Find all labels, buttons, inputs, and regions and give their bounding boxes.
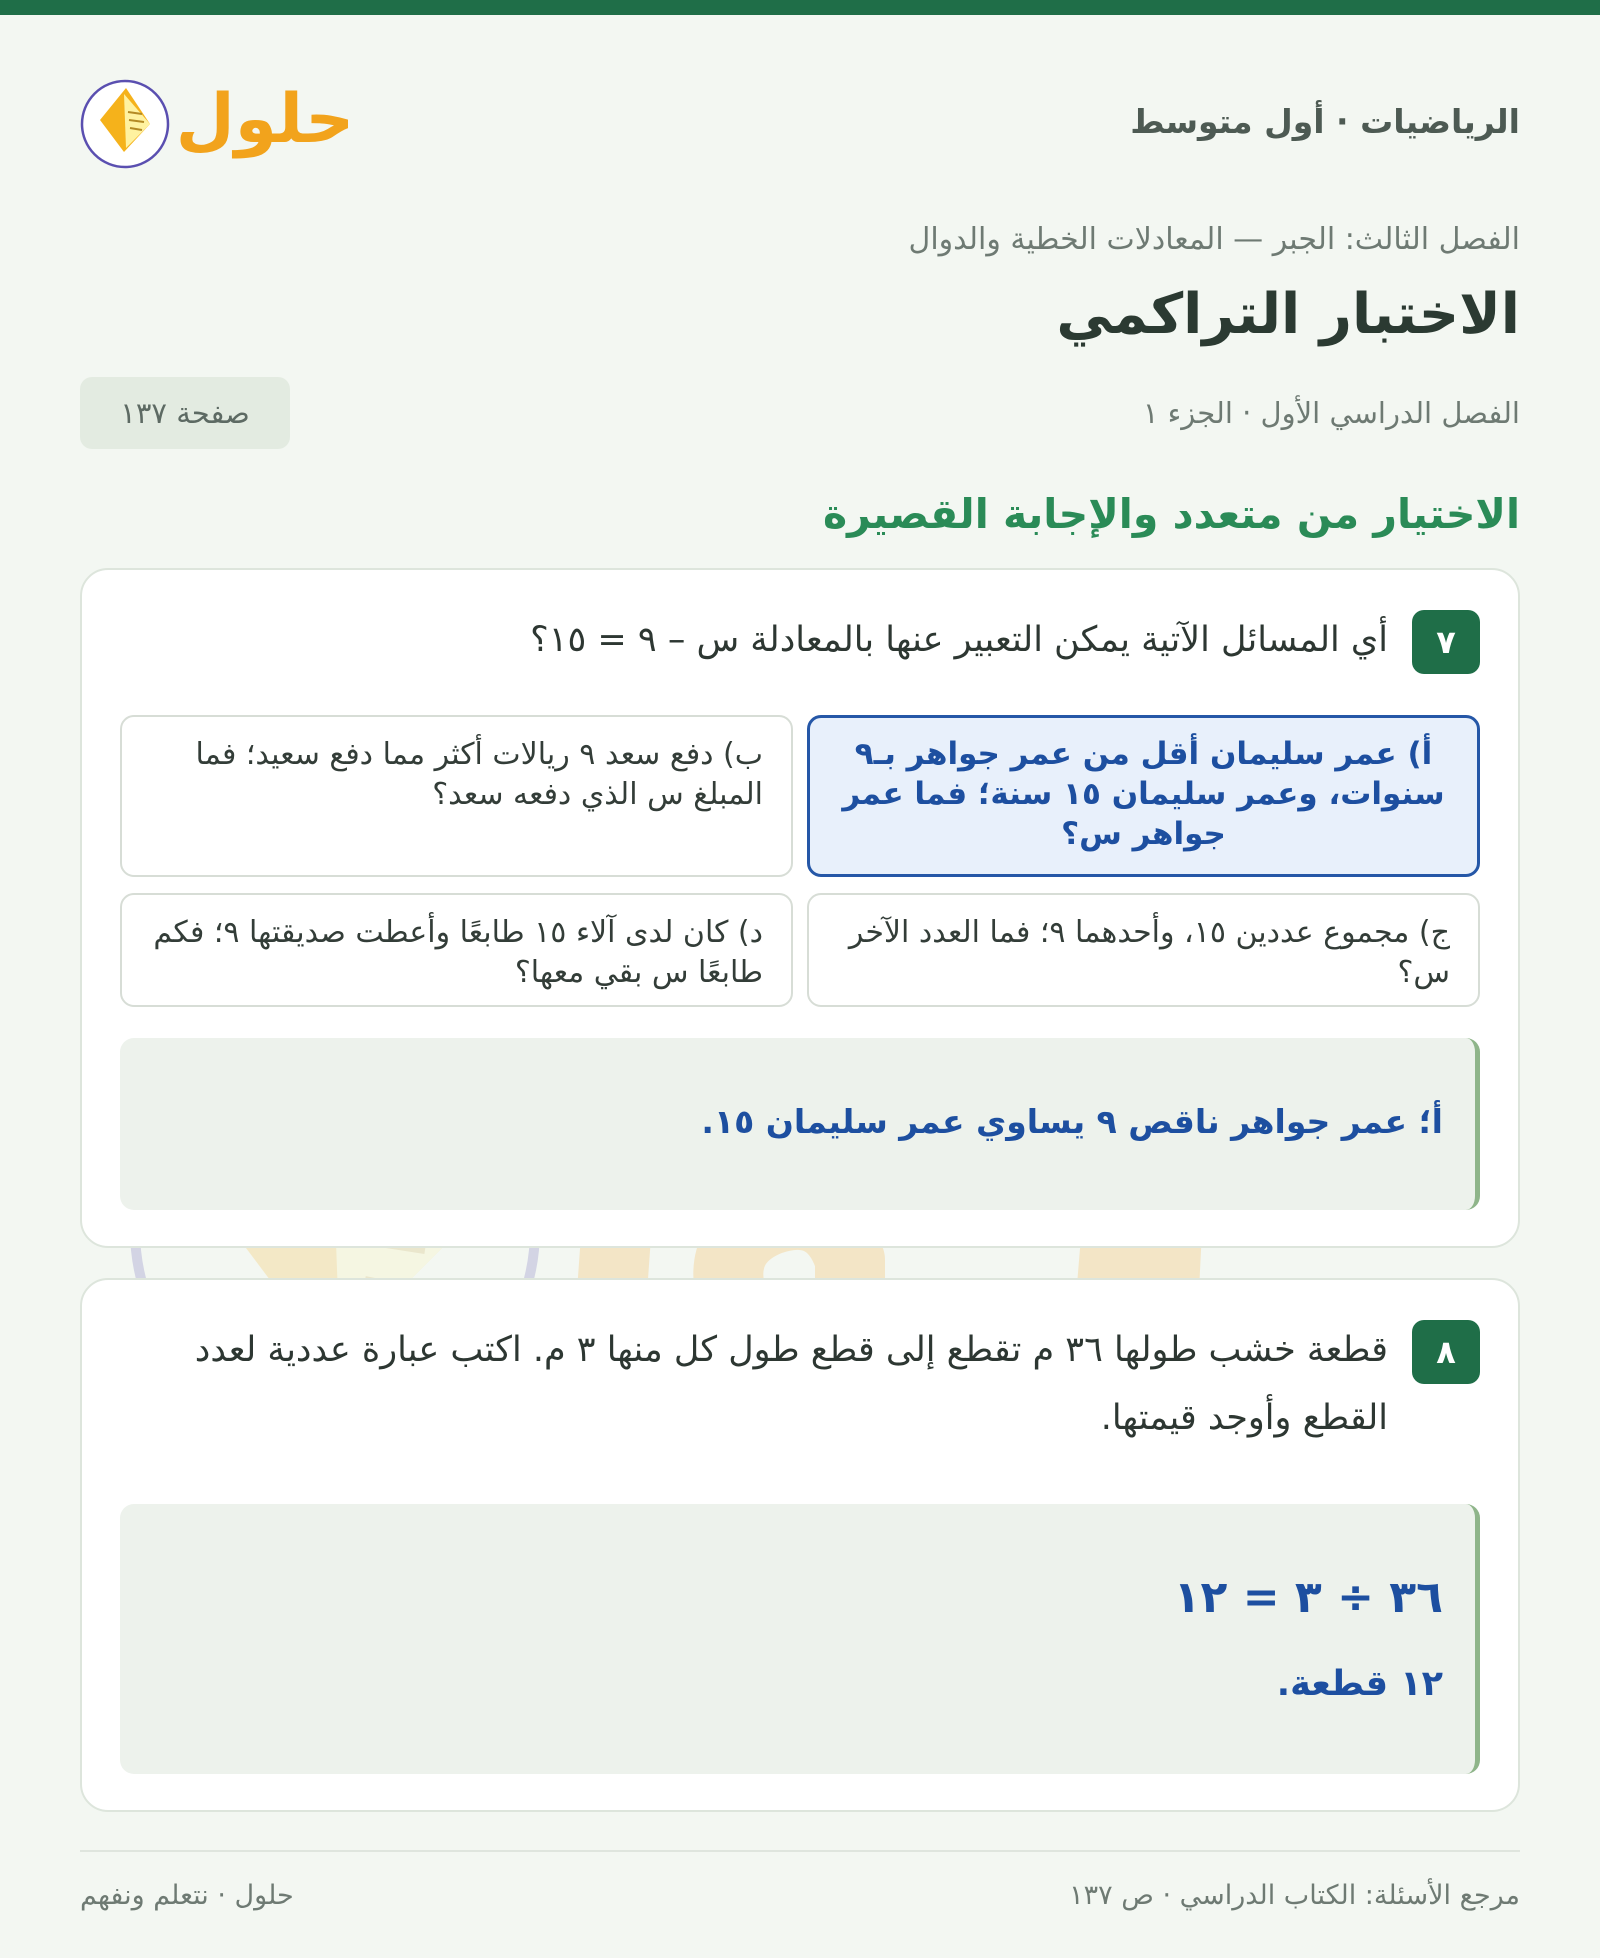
section-title: الاختيار من متعدد والإجابة القصيرة bbox=[822, 490, 1520, 538]
footer-reference: مرجع الأسئلة: الكتاب الدراسي · ص ١٣٧ bbox=[1069, 1880, 1520, 1911]
answer-box bbox=[120, 1504, 1480, 1774]
page-header bbox=[80, 62, 1520, 162]
answer-text: أ؛ عمر جواهر ناقص ٩ يساوي عمر سليمان ١٥. bbox=[701, 1102, 1443, 1141]
question-number-badge: ٨ bbox=[1412, 1320, 1480, 1384]
top-accent-bar bbox=[0, 0, 1600, 15]
answer-result: ١٢ قطعة. bbox=[1276, 1664, 1443, 1704]
subject-label: الرياضيات · أول متوسط bbox=[1130, 102, 1520, 141]
option-b[interactable]: ب) دفع سعد ٩ ريالات أكثر مما دفع سعيد؛ فما المبلغ س الذي دفعه سعد؟ bbox=[120, 715, 793, 877]
page-number-badge: صفحة ١٣٧ bbox=[80, 377, 290, 449]
option-c[interactable]: ج) مجموع عددين ١٥، وأحدهما ٩؛ فما العدد الآخر س؟ bbox=[807, 893, 1480, 1007]
logo-text: حلول bbox=[175, 80, 355, 159]
option-a[interactable]: أ) عمر سليمان أقل من عمر جواهر بـ٩ سنوات، وعمر سليمان ١٥ سنة؛ فما عمر جواهر س؟ bbox=[807, 715, 1480, 877]
option-d[interactable]: د) كان لدى آلاء ١٥ طابعًا وأعطت صديقتها ٩؛ فكم طابعًا س بقي معها؟ bbox=[120, 893, 793, 1007]
hulul-logo-icon[interactable] bbox=[80, 62, 360, 172]
page-title: الاختبار التراكمي bbox=[1056, 282, 1520, 347]
question-card-8 bbox=[80, 1278, 1520, 1812]
question-text: أي المسائل الآتية يمكن التعبير عنها بالمعادلة س – ٩ = ١٥؟ bbox=[530, 620, 1388, 660]
question-number-badge: ٧ bbox=[1412, 610, 1480, 674]
answer-expression: ٣٦ ÷ ٣ = ١٢ bbox=[1173, 1572, 1443, 1623]
question-text: قطعة خشب طولها ٣٦ م تقطع إلى قطع طول كل منها ٣ م. اكتب عبارة عددية لعدد القطع وأوجد قيمتها. bbox=[194, 1330, 1388, 1438]
footer-tagline: حلول · نتعلم ونفهم bbox=[80, 1880, 294, 1911]
question-card-7 bbox=[80, 568, 1520, 1248]
semester-label: الفصل الدراسي الأول · الجزء ١ bbox=[1142, 396, 1520, 430]
footer-divider bbox=[80, 1850, 1520, 1852]
answer-box bbox=[120, 1038, 1480, 1210]
chapter-label: الفصل الثالث: الجبر — المعادلات الخطية والدوال bbox=[908, 222, 1520, 257]
